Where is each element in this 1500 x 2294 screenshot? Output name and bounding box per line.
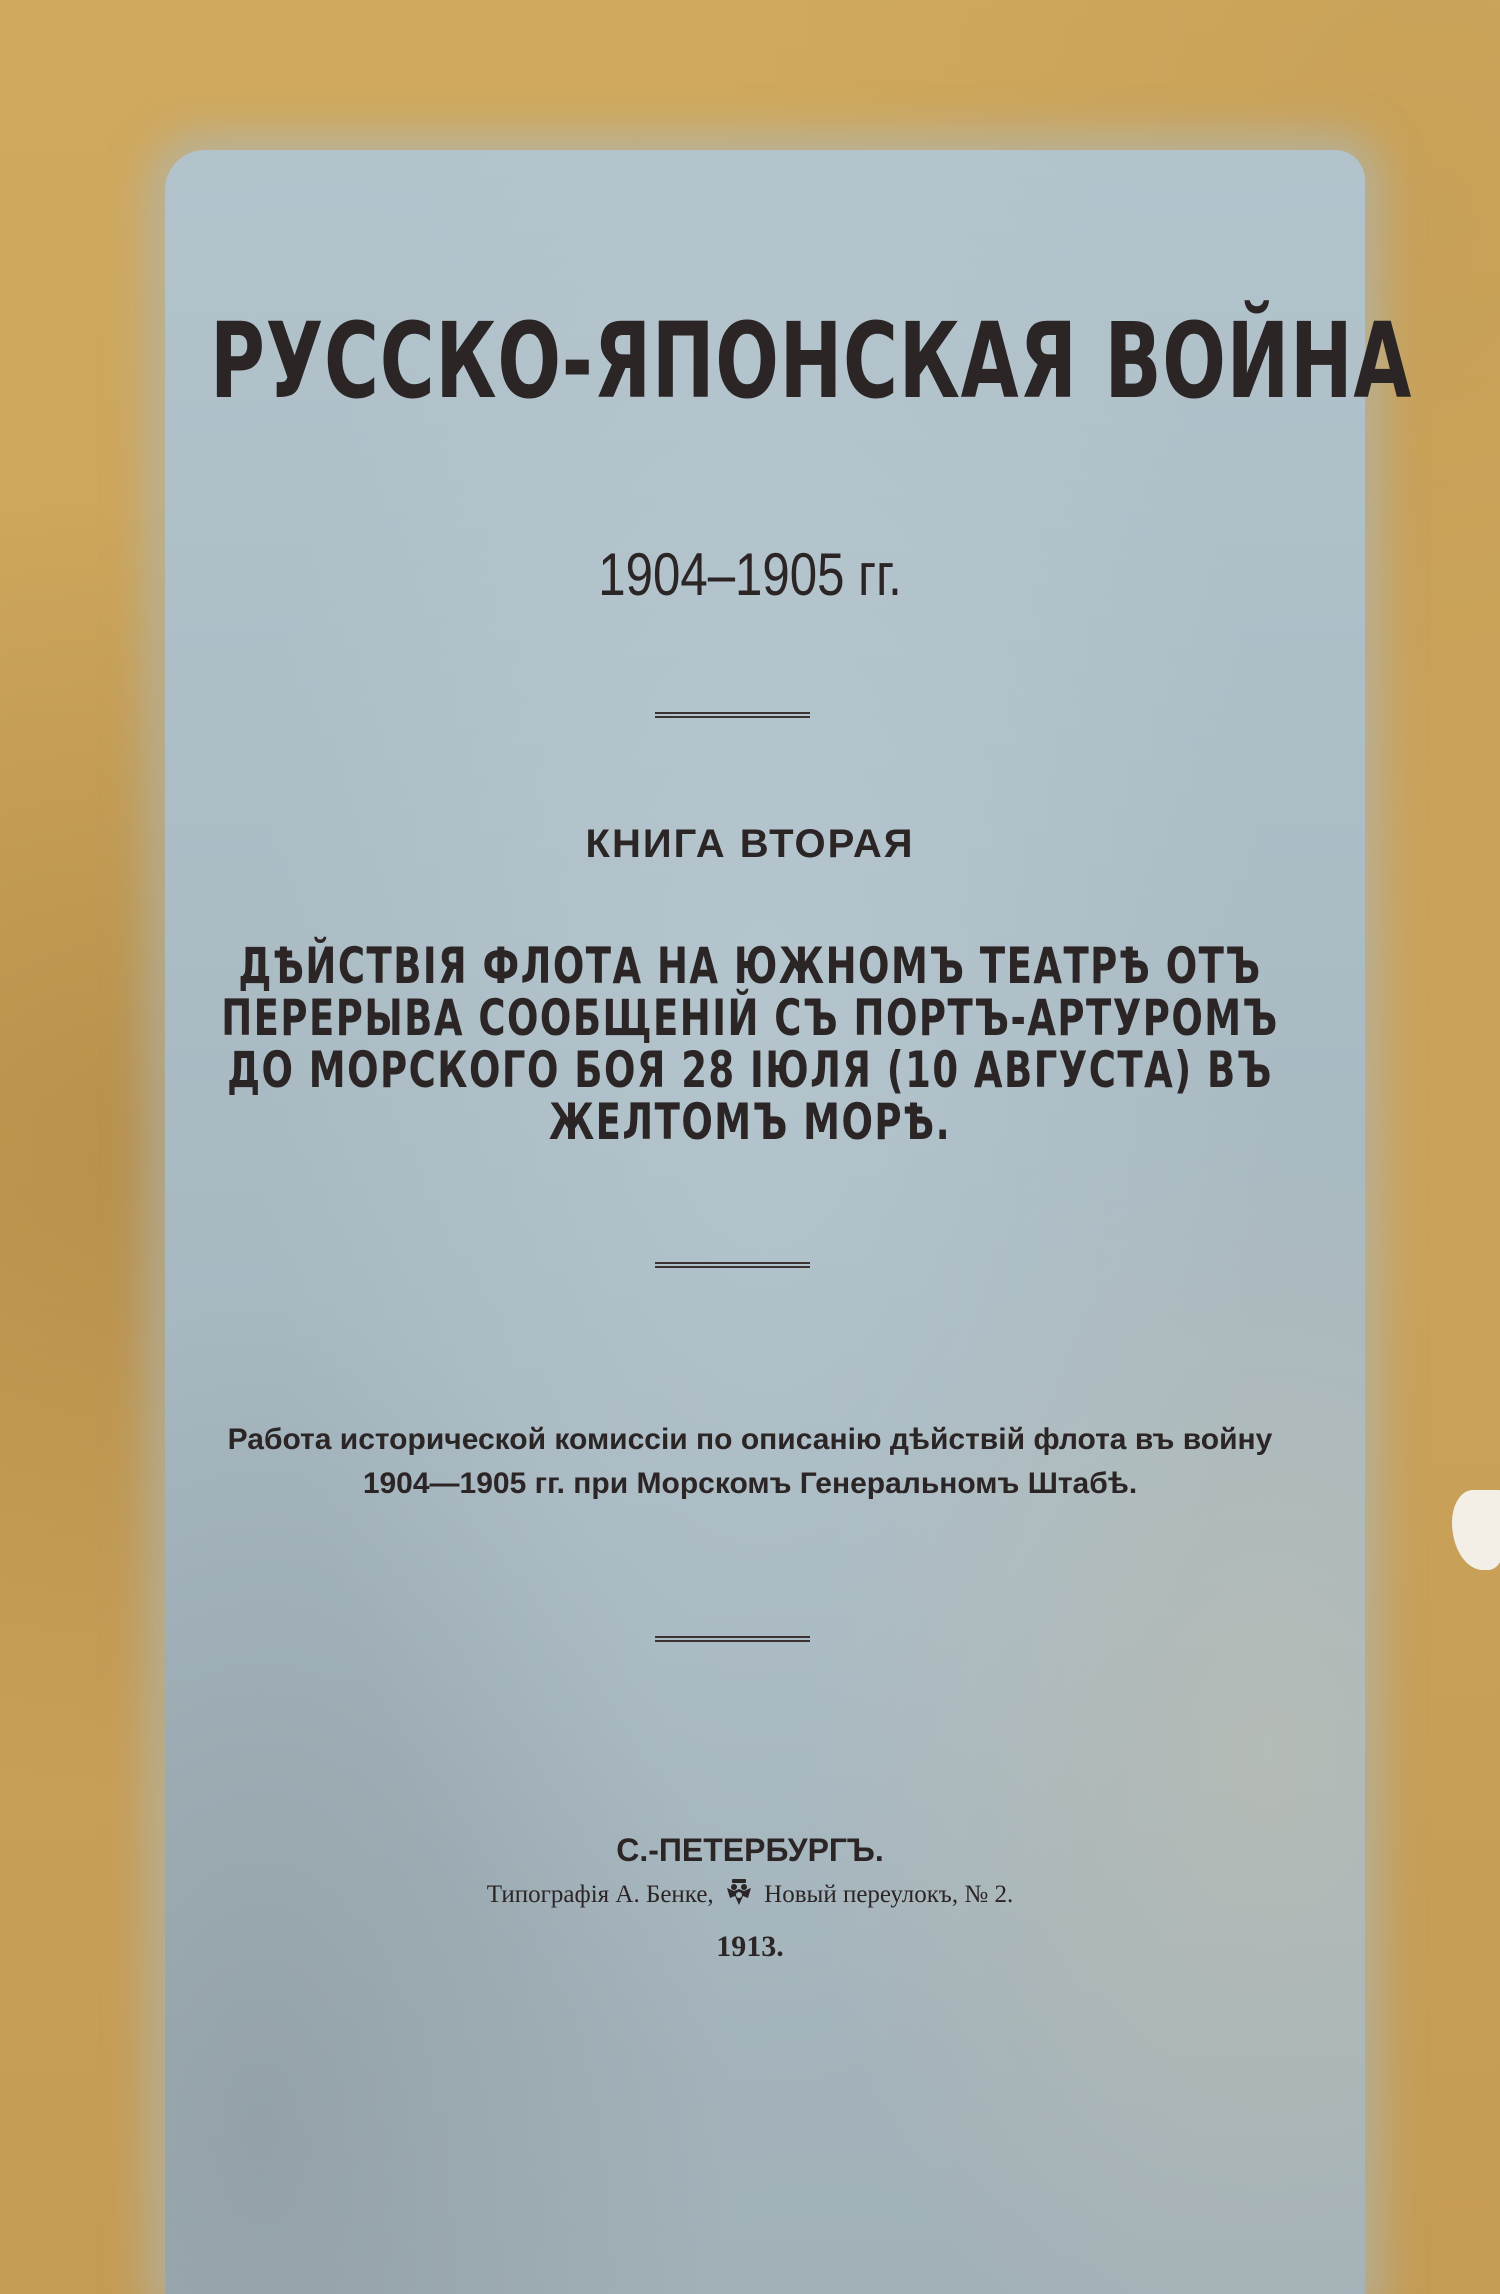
blue-cover <box>165 150 1413 2294</box>
subtitle-line: ПЕРЕРЫВА СООБЩЕНІЙ СЪ ПОРТЪ-АРТУРОМЪ <box>221 989 1279 1047</box>
printer-name: Типографія А. Бенке, <box>486 1881 714 1908</box>
book-volume: КНИГА ВТОРАЯ <box>585 822 915 866</box>
printer-address: Новый переулокъ, № 2. <box>764 1881 1014 1908</box>
subtitle-line: ДО МОРСКОГО БОЯ 28 ІЮЛЯ (10 АВГУСТА) ВЪ <box>227 1041 1273 1099</box>
divider-rule-2 <box>655 1262 810 1268</box>
printer-line <box>0 1878 1500 1909</box>
book-title: РУССКО-ЯПОНСКАЯ ВОЙНА <box>210 300 1413 422</box>
subtitle-line: ДѢЙСТВІЯ ФЛОТА НА ЮЖНОМЪ ТЕАТРѢ ОТЪ <box>238 937 1262 995</box>
subtitle-line: ЖЕЛТОМЪ МОРѢ. <box>548 1093 952 1151</box>
work-credit-line: Работа исторической комиссіи по описанію дѣйствій флота въ войну <box>227 1423 1273 1456</box>
book-years: 1904–1905 гг. <box>598 541 902 608</box>
work-credit <box>0 1418 1500 1506</box>
double-headed-eagle-icon <box>726 1878 752 1908</box>
publication-city: С.-ПЕТЕРБУРГЪ. <box>616 1832 884 1868</box>
work-credit-line: 1904—1905 гг. при Морскомъ Генеральномъ Штабѣ. <box>362 1467 1138 1500</box>
publication-year: 1913. <box>716 1930 784 1963</box>
book-subtitle <box>0 937 1500 1151</box>
divider-rule-3 <box>655 1636 810 1642</box>
divider-rule-1 <box>655 712 810 718</box>
